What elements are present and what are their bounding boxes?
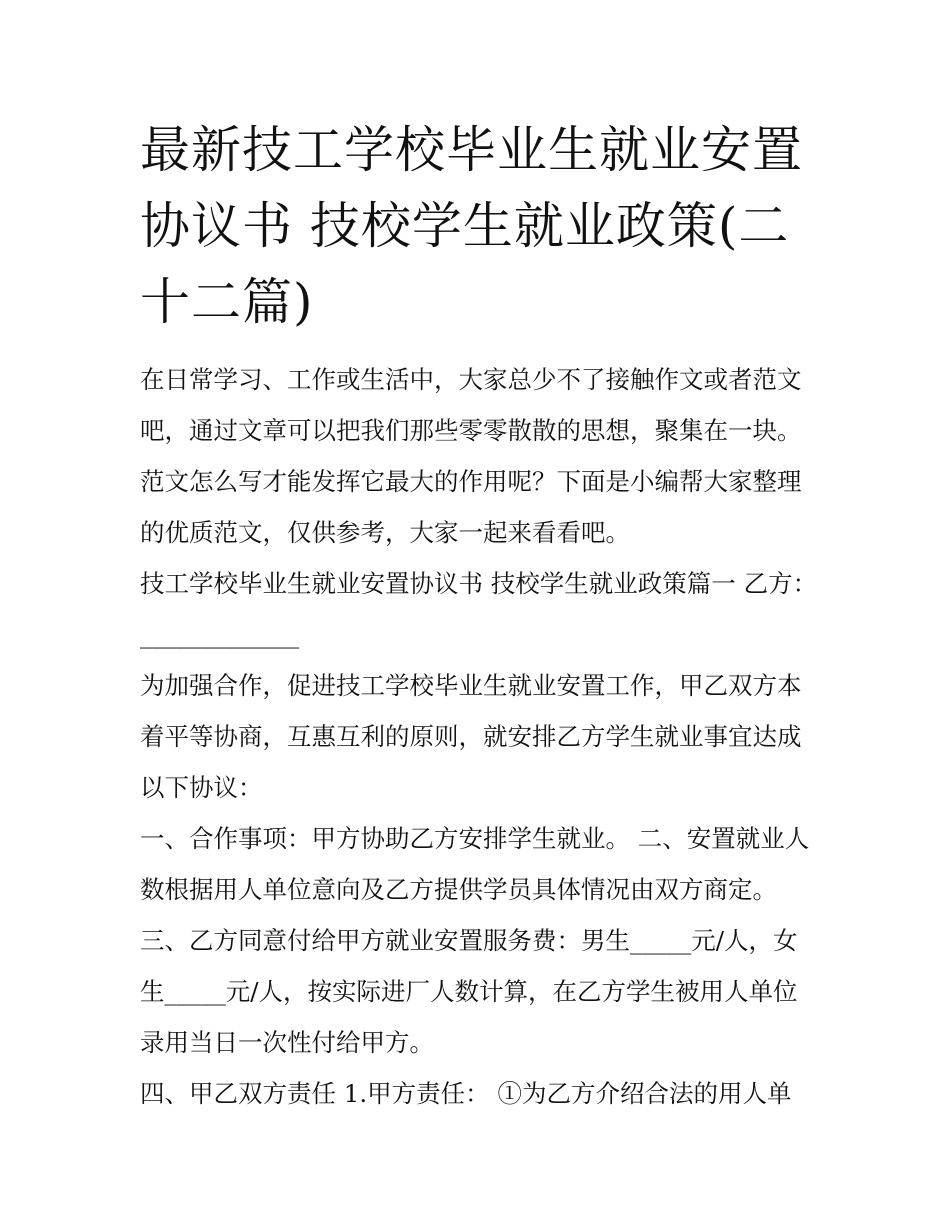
paragraph-item-1-2: 一、合作事项：甲方协助乙方安排学生就业。 二、安置就业人数根据用人单位意向及乙方提供学员具体情况由双方商定。 xyxy=(140,824,810,904)
document-body xyxy=(140,354,820,1119)
paragraph-purpose: 为加强合作，促进技工学校毕业生就业安置工作，甲乙双方本着平等协商，互惠互利的原则，就安排乙方学生就业事宜达成以下协议： xyxy=(140,671,802,802)
document-title: 最新技工学校毕业生就业安置协议书 技校学生就业政策(二十二篇) xyxy=(140,121,803,331)
paragraph-intro: 在日常学习、工作或生活中，大家总少不了接触作文或者范文吧，通过文章可以把我们那些零零散散的思想，聚集在一块。范文怎么写才能发挥它最大的作用呢？下面是小编帮大家整理的优质范文，仅供参考，大家一起来看看吧。 xyxy=(140,365,802,547)
paragraph-section-heading: 技工学校毕业生就业安置协议书 技校学生就业政策篇一 乙方：_____________ xyxy=(140,569,818,649)
paragraph-item-4: 四、甲乙双方责任 1.甲方责任： ①为乙方介绍合法的用人单 xyxy=(140,1079,792,1108)
paragraph-item-3: 三、乙方同意付给甲方就业安置服务费：男生_____元/人，女生_____元/人，按实际进厂人数计算，在乙方学生被用人单位录用当日一次性付给甲方。 xyxy=(140,926,798,1057)
